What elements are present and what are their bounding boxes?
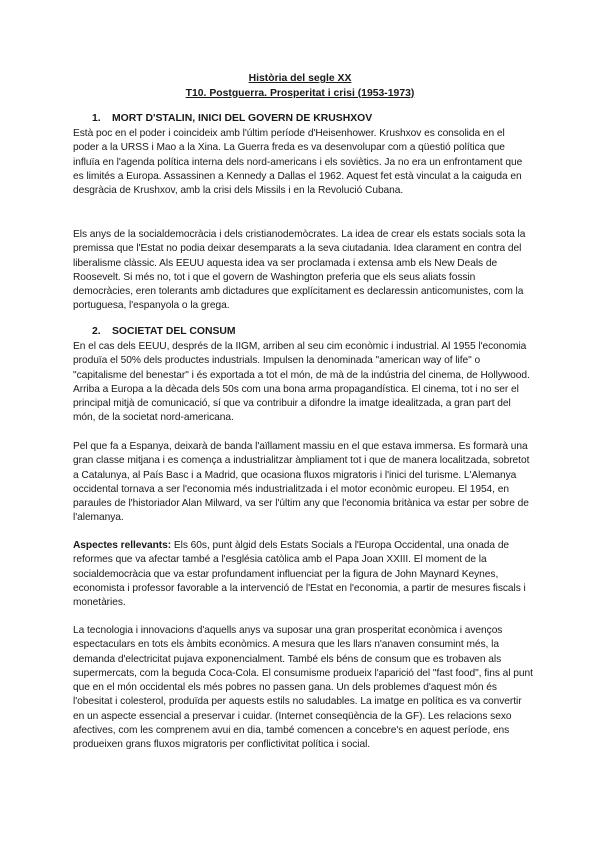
section-number: 2. bbox=[92, 326, 101, 337]
document-title: Història del segle XX bbox=[248, 73, 352, 84]
paragraph: La tecnologia i innovacions d'aquells anys va suposar una gran prosperitat econòmica i avenços espectaculars en tots els àmbits econòmics. A mesura que les llars n'anaven consumint més, la demanda d'electricitat pujava exponencialment. També els béns de consum que es trobaven als supermercats, com la beguda Coca-Cola. El consumisme produeix l'aparició del "fast food", fins al punt que en el món occidental els més pobres no passen gana. Un dels problemes d'aquest món és l'obesitat i colesterol, produïda per aquests estils no saludables. La imatge en política es va convertir en un aspecte essencial a preservar i cuidar. (Internet conseqüència de la GF). Les relacions sexo afectives, com les comprenem avui en dia, també comencen a concebre's en aquest període, ens produeixen grans fluxos migratoris per conflictivitat política i social. bbox=[73, 625, 533, 751]
document-subtitle: T10. Postguerra. Prosperitat i crisi (1953-1973) bbox=[185, 87, 415, 99]
section-heading-2 bbox=[92, 325, 236, 339]
paragraph-lead-label: Aspectes rellevants: bbox=[73, 540, 172, 551]
paragraph: Està poc en el poder i coincideix amb l'últim període d'Heisenhower. Krushxov es consolida en el poder a la URSS i Mao a la Xina. La Guerra freda es va desenvolupar com a qüestió política que influïa en l'agenda política interna dels nord-americans i els soviètics. Ja no era un enfrontament que es limités a Europa. Assassinen a Kennedy a Dallas el 1962. Aquest fet està vinculat a la caiguda en desgràcia de Krushxov, amb la crisi dels Missils i en la Revolució Cubana. bbox=[73, 128, 523, 197]
paragraph-lead-text: Els 60s, punt àlgid dels Estats Socials a l'Europa Occidental, una onada de reformes que va afectar també a l'església catòlica amb el Papa Joan XXIII. El moment de la socialdemocràcia que va estar profundament influenciat per la figura de John Maynard Keynes, economista i professor favorable a la intervenció de l'Estat en l'economia, a partir de mesures fiscals i monetàries. bbox=[73, 540, 526, 609]
paragraph: Pel que fa a Espanya, deixarà de banda l'aïllament massiu en el que estava immersa. Es formarà una gran classe mitjana i es comença a industrialitzar àmpliament tot i que de manera localitzada, sobretot a Catalunya, al País Basc i a Madrid, que ocasiona fluxos migratoris i l'inici del turisme. L'Alemanya occidental tornava a ser l'economia més industrialitzada i el motor econòmic europeu. El 1954, en paraules de l'historiador Alan Milward, va ser l'últim any que l'economia britànica va estar per sobre de l'alemanya. bbox=[73, 441, 530, 524]
section-number: 1. bbox=[92, 113, 101, 124]
section-heading-text: SOCIETAT DEL CONSUM bbox=[112, 326, 236, 337]
paragraph: En el cas dels EEUU, després de la IIGM, arriben al seu cim econòmic i industrial. Al 1955 l'economia produïa el 50% dels productes industrials. Impulsen la denominada "american way of life" o "capitalisme del benestar" i és exportada a tot el món, de mà de la indústria del cinema, de Hollywood. Arriba a Europa a la dècada dels 50s com una bona arma propagandística. El cinema, tot i no ser el principal mitjà de comunicació, sí que va contribuir a difondre la imatge idealitzada, a gran part del món, de la societat nord-americana. bbox=[73, 341, 530, 424]
section-heading-1 bbox=[92, 112, 372, 126]
section-heading-text: MORT D'STALIN, INICI DEL GOVERN DE KRUSHXOV bbox=[112, 113, 373, 124]
paragraph: Els anys de la socialdemocràcia i dels cristianodemòcrates. La idea de crear els estats socials sota la premissa que l'Estat no podia deixar desemparats a la seva ciutadania. Idea clarament en contra del liberalisme clàssic. Als EEUU aquesta idea va ser proclamada i extensa amb els New Deals de Roosevelt. Si més no, tot i que el govern de Washington preferia que els seus aliats fossin democràcies, eren tolerants amb dictadures que explícitament es declaressin anticomunistes, com la portuguesa, l'espanyola o la grega. bbox=[73, 229, 526, 312]
title-block bbox=[0, 72, 600, 101]
paragraph-relevant-aspects bbox=[73, 539, 533, 610]
